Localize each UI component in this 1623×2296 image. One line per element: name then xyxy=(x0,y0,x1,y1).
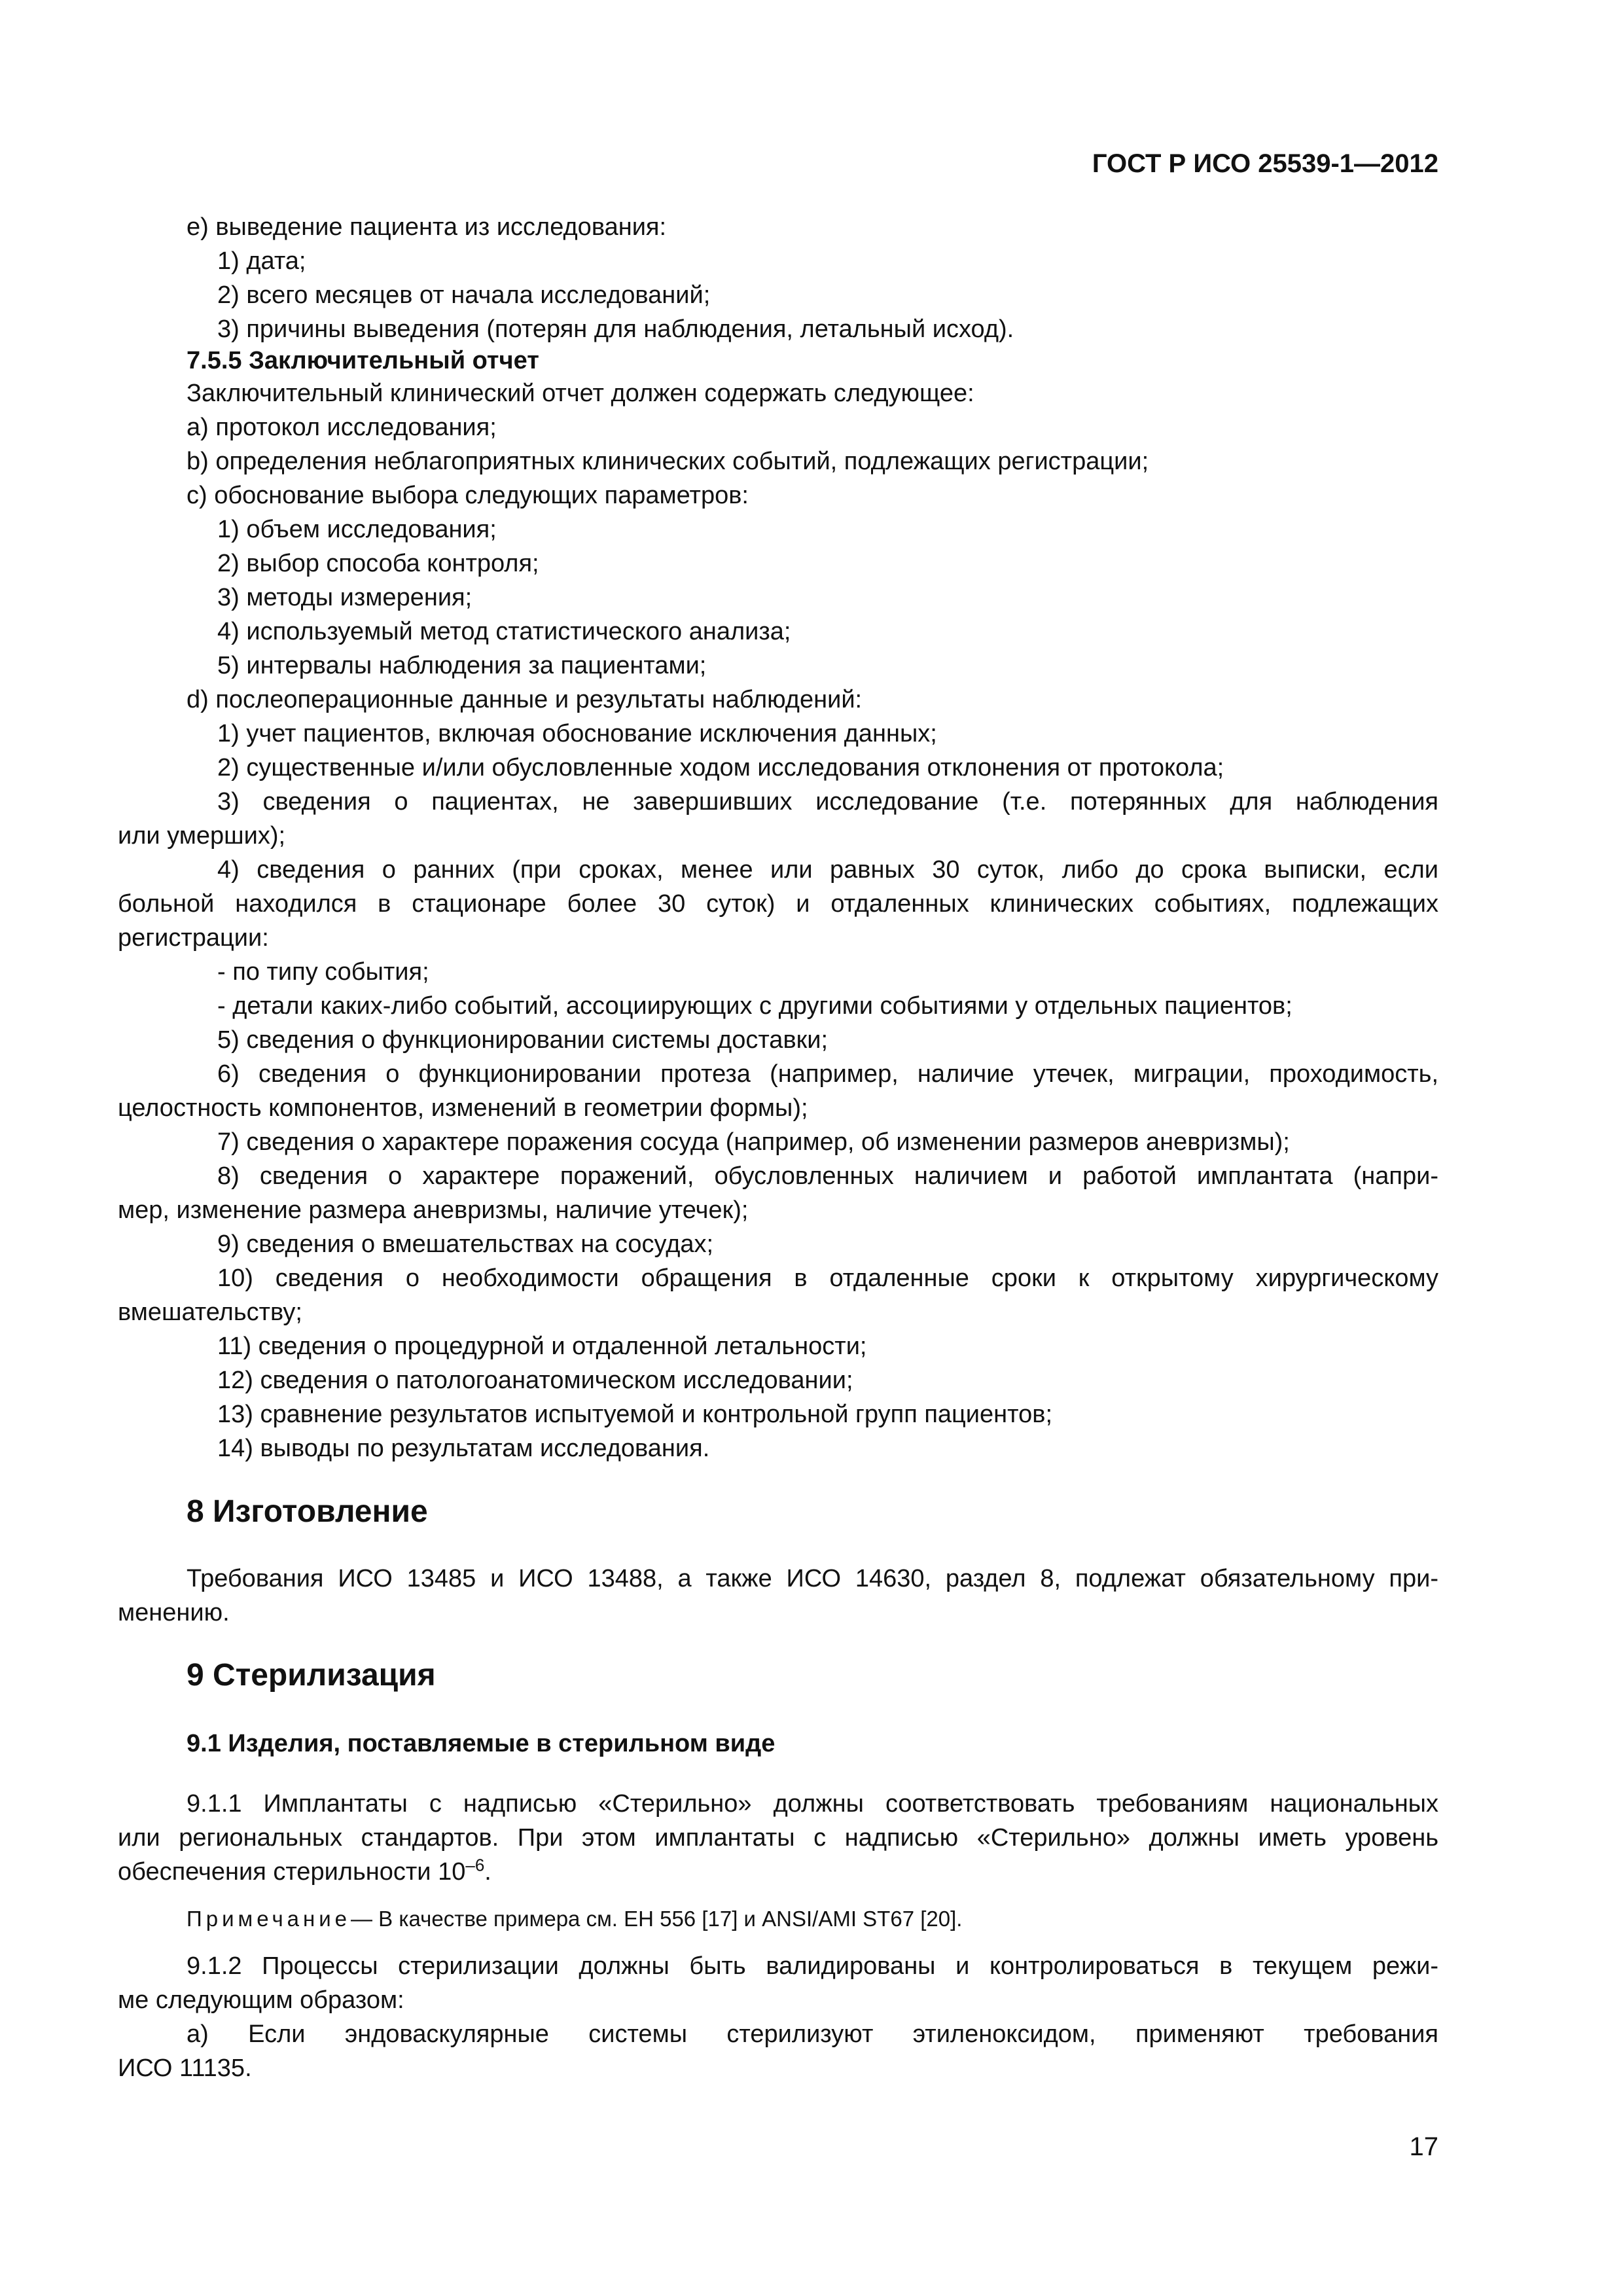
list-item: 3) методы измерения; xyxy=(217,584,473,611)
subsection-heading-9-1: 9.1 Изделия, поставляемые в стерильном виде xyxy=(187,1730,776,1757)
list-item: 1) объем исследования; xyxy=(217,516,497,543)
list-item: 8) сведения о характере поражений, обусловленных наличием и работой имплантата (напри- xyxy=(217,1162,1438,1190)
list-item: 7) сведения о характере поражения сосуда (например, об изменении размеров аневризмы); xyxy=(217,1128,1290,1156)
list-item: 1) учет пациентов, включая обоснование исключения данных; xyxy=(217,720,937,747)
list-item: а) Если эндоваскулярные системы стерилизуют этиленоксидом, применяют требования xyxy=(187,2020,1438,2048)
list-item-continuation: целостность компонентов, изменений в геометрии формы); xyxy=(118,1094,808,1122)
list-item: 9) сведения о вмешательствах на сосудах; xyxy=(217,1230,714,1258)
paragraph-continuation: или региональных стандартов. При этом имплантаты с надписью «Стерильно» должны иметь уровень xyxy=(118,1824,1438,1852)
list-item: е) выведение пациента из исследования: xyxy=(187,213,667,241)
document-header: ГОСТ Р ИСО 25539-1—2012 xyxy=(1092,149,1438,178)
paragraph-continuation: ме следующим образом: xyxy=(118,1986,404,2014)
list-item: 12) сведения о патологоанатомическом исследовании; xyxy=(217,1367,853,1394)
list-item-continuation: мер, изменение размера аневризмы, наличие утечек); xyxy=(118,1196,749,1224)
list-item: 13) сравнение результатов испытуемой и контрольной групп пациентов; xyxy=(217,1401,1053,1428)
section-heading-9: 9 Стерилизация xyxy=(187,1658,436,1693)
list-item-continuation: ИСО 11135. xyxy=(118,2054,252,2082)
note-label: Примечание xyxy=(187,1907,351,1931)
list-item: - детали каких-либо событий, ассоциирующих с другими событиями у отдельных пациентов; xyxy=(217,992,1293,1020)
list-item: 2) всего месяцев от начала исследований; xyxy=(217,281,711,309)
list-item: 2) выбор способа контроля; xyxy=(217,550,539,577)
paragraph-continuation: обеспечения стерильности $10^{-6}$. xyxy=(118,1855,491,1886)
list-item-continuation: или умерших); xyxy=(118,822,286,850)
list-item: 3) сведения о пациентах, не завершивших исследование (т.е. потерянных для наблюдения xyxy=(217,788,1438,816)
note: Примечание— В качестве примера см. ЕН 556 [17] и ANSI/AMI ST67 [20]. xyxy=(0,1902,1623,1936)
list-item: 10) сведения о необходимости обращения в отдаленные сроки к открытому хирургическому xyxy=(217,1265,1438,1292)
list-item: - по типу события; xyxy=(217,958,429,986)
list-item: 4) используемый метод статистического анализа; xyxy=(217,618,791,645)
list-item: 3) причины выведения (потерян для наблюдения, летальный исход). xyxy=(217,315,1014,343)
exponent: –6 xyxy=(465,1855,485,1875)
list-item: a) протокол исследования; xyxy=(187,414,497,441)
page-number: 17 xyxy=(1409,2132,1438,2161)
subsection-heading-7-5-5: 7.5.5 Заключительный отчет xyxy=(187,347,539,374)
list-item: 11) сведения о процедурной и отдаленной летальности; xyxy=(217,1333,867,1360)
list-item: b) определения неблагоприятных клинических событий, подлежащих регистрации; xyxy=(187,448,1149,475)
paragraph: 9.1.1 Имплантаты с надписью «Стерильно» должны соответствовать требованиям национальных xyxy=(187,1790,1438,1818)
list-item: 5) интервалы наблюдения за пациентами; xyxy=(217,652,707,679)
list-item: 14) выводы по результатам исследования. xyxy=(217,1435,710,1462)
list-item: 5) сведения о функционировании системы доставки; xyxy=(217,1026,829,1054)
section-heading-8: 8 Изготовление xyxy=(187,1494,428,1529)
list-item: c) обоснование выбора следующих параметров: xyxy=(187,482,749,509)
list-item: 1) дата; xyxy=(217,247,306,275)
list-item-continuation: регистрации: xyxy=(118,924,269,952)
list-item: 2) существенные и/или обусловленные ходом исследования отклонения от протокола; xyxy=(217,754,1224,781)
paragraph: Требования ИСО 13485 и ИСО 13488, а также ИСО 14630, раздел 8, подлежат обязательному при- xyxy=(187,1565,1438,1592)
list-item: 4) сведения о ранних (при сроках, менее или равных 30 суток, либо до срока выписки, если xyxy=(217,856,1438,884)
paragraph: 9.1.2 Процессы стерилизации должны быть валидированы и контролироваться в текущем режи- xyxy=(187,1952,1438,1980)
list-item-continuation: вмешательству; xyxy=(118,1299,302,1326)
list-item: d) послеоперационные данные и результаты наблюдений: xyxy=(187,686,863,713)
list-item: 6) сведения о функционировании протеза (например, наличие утечек, миграции, проходимость, xyxy=(217,1060,1438,1088)
paragraph: Заключительный клинический отчет должен содержать следующее: xyxy=(187,380,974,407)
paragraph-continuation: менению. xyxy=(118,1599,230,1626)
list-item-continuation: больной находился в стационаре более 30 суток) и отдаленных клинических событиях, подлежащих xyxy=(118,890,1438,918)
